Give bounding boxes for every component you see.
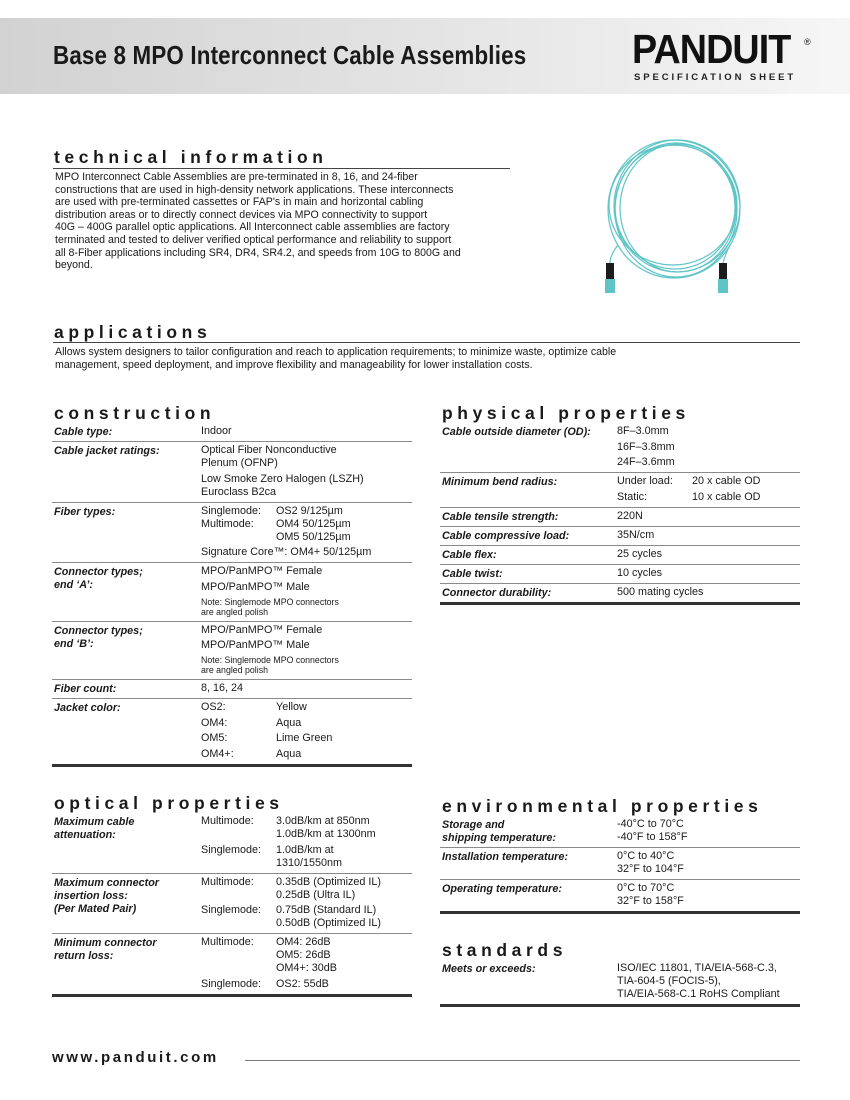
spec-values	[201, 425, 412, 438]
spec-label: Cable jacket ratings:	[54, 445, 160, 457]
spec-row	[440, 473, 800, 508]
spec-row	[440, 565, 800, 584]
paragraph-line: beyond.	[55, 259, 93, 272]
paragraph-line: terminated and tested to deliver verified optical performance and reliability to support	[55, 233, 452, 246]
spec-label: Cable tensile strength:	[442, 510, 559, 523]
spec-label: Minimum connector return loss:	[54, 937, 157, 962]
connector-housing	[605, 279, 615, 293]
spec-value: 32°F to 158°F	[617, 895, 684, 907]
spec-label: Meets or exceeds:	[442, 963, 536, 975]
spec-value-line	[617, 850, 800, 863]
spec-value-line	[201, 701, 412, 714]
spec-row	[52, 423, 412, 442]
spec-value-line	[617, 586, 800, 599]
spec-label: Connector types; end ‘A’:	[54, 566, 143, 591]
spec-value-line	[201, 732, 412, 745]
spec-label: Fiber types:	[54, 505, 116, 518]
spec-value-line	[201, 949, 412, 962]
spec-values	[617, 882, 800, 908]
product-image	[580, 135, 765, 315]
spec-label: Cable twist:	[442, 567, 503, 580]
spec-value: OM4: 26dB	[276, 936, 331, 948]
spec-sublabel: Multimode:	[201, 815, 254, 827]
spec-label: Installation temperature:	[442, 851, 568, 863]
spec-value: TIA-604-5 (FOCIS-5),	[617, 975, 721, 987]
spec-value: 20 x cable OD	[692, 475, 761, 487]
spec-sublabel: Multimode:	[201, 875, 254, 888]
spec-value: Yellow	[276, 701, 307, 713]
spec-value: 1.0dB/km at 1300nm	[276, 828, 376, 840]
spec-values	[617, 586, 800, 599]
spec-value: 24F–3.6mm	[617, 456, 675, 468]
spec-value-line	[201, 624, 412, 637]
spec-value-line	[617, 818, 800, 831]
spec-value-line	[201, 473, 412, 486]
environmental-properties-table	[440, 816, 800, 914]
spec-sublabel: OM4+:	[201, 747, 234, 760]
spec-value-line	[201, 505, 412, 518]
spec-value-line	[201, 717, 412, 730]
spec-value-line	[201, 748, 412, 761]
cable-tail	[610, 245, 618, 263]
spec-values	[201, 444, 412, 499]
spec-sublabel: Singlemode:	[201, 504, 262, 517]
spec-value-line	[201, 962, 412, 975]
section-rule	[53, 342, 800, 343]
spec-row	[52, 699, 412, 767]
spec-value: 3.0dB/km at 850nm	[276, 815, 370, 827]
spec-value: OS2: 55dB	[276, 977, 329, 990]
spec-row	[52, 442, 412, 503]
spec-values	[201, 565, 412, 618]
spec-value: 10 cycles	[617, 566, 663, 579]
connector-housing	[718, 279, 728, 293]
spec-value: 0°C to 70°C	[617, 882, 675, 894]
logo-wordmark: PANDUIT	[632, 26, 791, 72]
spec-value: OM5: 26dB	[276, 949, 331, 961]
spec-sublabel: Multimode:	[201, 936, 254, 948]
spec-value-line	[201, 978, 412, 991]
spec-label: Minimum bend radius:	[442, 476, 558, 488]
spec-value-line	[201, 815, 412, 828]
spec-value: Indoor	[201, 425, 232, 437]
spec-sublabel: OS2:	[201, 701, 226, 713]
paragraph-line: Allows system designers to tailor configuration and reach to application requirements; to minimize waste, optimize cable	[55, 346, 617, 358]
spec-row	[440, 584, 800, 605]
paragraph-line: 40G – 400G parallel optic applications. All Interconnect cable assemblies are factory	[55, 221, 450, 234]
spec-value: OM4+: 30dB	[276, 962, 337, 974]
spec-value: Lime Green	[276, 732, 333, 744]
spec-value: 220N	[617, 509, 643, 522]
spec-value-line	[201, 546, 412, 559]
spec-values	[617, 425, 800, 469]
spec-value-line	[617, 962, 800, 975]
spec-value: -40°F to 158°F	[617, 831, 688, 843]
spec-value: OM5 50/125µm	[276, 530, 351, 543]
spec-value: 0°C to 40°C	[617, 850, 675, 862]
spec-value: Euroclass B2ca	[201, 485, 277, 498]
spec-value: OM4 50/125µm	[276, 517, 351, 530]
spec-value-line	[201, 936, 412, 949]
standards-table	[440, 960, 800, 1007]
spec-value: 35N/cm	[617, 528, 655, 541]
spec-value: 0.35dB (Optimized IL)	[276, 875, 382, 888]
spec-value: OS2 9/125µm	[276, 504, 343, 517]
spec-value: -40°C to 70°C	[617, 818, 684, 830]
spec-row	[440, 848, 800, 880]
spec-row	[52, 934, 412, 997]
spec-values	[617, 850, 800, 876]
spec-label: Connector durability:	[442, 586, 552, 599]
spec-value: MPO/PanMPO™ Female	[201, 623, 323, 636]
spec-value-line	[617, 895, 800, 908]
spec-value: 10 x cable OD	[692, 490, 761, 503]
spec-value: Aqua	[276, 716, 302, 729]
spec-sublabel: Singlemode:	[201, 843, 262, 856]
spec-value: Aqua	[276, 747, 302, 760]
applications-text	[55, 346, 800, 371]
spec-value-line	[617, 988, 800, 1001]
spec-row	[440, 508, 800, 527]
cable-loop	[615, 145, 735, 269]
spec-sublabel: OM4:	[201, 716, 228, 729]
spec-value: Optical Fiber Nonconductive	[201, 444, 337, 456]
spec-value: 1310/1550nm	[276, 856, 343, 869]
spec-label: Maximum connector insertion loss: (Per Mated Pair)	[54, 876, 159, 915]
spec-value-line	[201, 876, 412, 889]
spec-value-line	[201, 904, 412, 917]
spec-value-line	[201, 486, 412, 499]
spec-value: MPO/PanMPO™ Male	[201, 639, 310, 651]
spec-value-line	[617, 475, 800, 488]
spec-value-line	[201, 857, 412, 870]
physical-properties-table	[440, 423, 800, 605]
spec-sublabel: Multimode:	[201, 517, 254, 530]
spec-row	[440, 423, 800, 473]
spec-label: Connector types; end ‘B’:	[54, 624, 143, 650]
spec-value-line	[617, 831, 800, 844]
spec-value: 32°F to 104°F	[617, 863, 684, 875]
paragraph-line: constructions that are used in high-density network applications. These interconnects	[55, 183, 454, 196]
footer-rule	[245, 1060, 800, 1061]
spec-value-line	[617, 882, 800, 895]
spec-values	[617, 567, 800, 580]
spec-value: Plenum (OFNP)	[201, 457, 278, 469]
spec-value-line	[201, 518, 412, 531]
spec-value-line	[201, 889, 412, 902]
spec-label: Cable flex:	[442, 548, 497, 561]
spec-values	[201, 876, 412, 931]
technical-information-heading: technical information	[54, 147, 328, 167]
footer-url-link[interactable]: www.panduit.com	[52, 1049, 219, 1066]
spec-value-line	[201, 531, 412, 544]
standards-heading: standards	[442, 940, 568, 960]
physical-properties-heading: physical properties	[442, 403, 690, 423]
spec-value-line	[617, 441, 800, 454]
spec-row	[440, 960, 800, 1007]
spec-value: 1.0dB/km at	[276, 843, 334, 856]
page-title: Base 8 MPO Interconnect Cable Assemblies	[53, 40, 527, 70]
spec-values	[617, 818, 800, 844]
spec-sublabel: Static:	[617, 490, 648, 503]
panduit-logo	[630, 27, 825, 85]
paragraph-line: are used with pre-terminated cassettes or FAP's in main and horizontal cabling	[55, 196, 424, 209]
spec-value-line	[201, 639, 412, 652]
spec-label: Maximum cable attenuation:	[54, 816, 135, 841]
spec-value-line	[617, 863, 800, 876]
spec-value-line	[617, 510, 800, 523]
spec-value: 0.75dB (Standard IL)	[276, 904, 377, 916]
spec-value: 8F–3.0mm	[617, 425, 669, 437]
spec-label: Cable type:	[54, 426, 113, 438]
spec-values	[201, 682, 412, 695]
spec-value-line	[201, 581, 412, 594]
spec-row	[440, 816, 800, 848]
spec-row	[52, 503, 412, 564]
spec-row	[52, 813, 412, 874]
spec-value-line	[201, 844, 412, 857]
spec-values	[617, 548, 800, 561]
spec-value-line	[201, 917, 412, 930]
spec-value-line	[617, 529, 800, 542]
spec-value-line	[201, 565, 412, 578]
spec-value: Low Smoke Zero Halogen (LSZH)	[201, 472, 364, 485]
spec-note: Note: Singlemode MPO connectors are angled polish	[201, 655, 339, 675]
spec-row	[52, 563, 412, 622]
spec-value-line	[201, 828, 412, 841]
spec-value-line	[617, 456, 800, 469]
paragraph-line: all 8-Fiber applications including SR4, DR4, SR4.2, and speeds from 10G to 800G and	[55, 246, 461, 259]
spec-values	[201, 701, 412, 761]
spec-row	[440, 546, 800, 565]
spec-row	[52, 874, 412, 935]
spec-sublabel: Singlemode:	[201, 977, 262, 990]
spec-value-line	[617, 567, 800, 580]
logo-subtitle: SPECIFICATION SHEET	[634, 72, 797, 83]
optical-properties-table	[52, 813, 412, 997]
spec-values	[617, 475, 800, 504]
spec-note: Note: Singlemode MPO connectors are angled polish	[201, 596, 339, 617]
optical-properties-heading: optical properties	[54, 793, 284, 813]
spec-label: Operating temperature:	[442, 883, 562, 895]
spec-value-line	[201, 425, 412, 438]
spec-value-line	[201, 457, 412, 470]
spec-value: 8, 16, 24	[201, 682, 244, 694]
section-rule	[53, 168, 510, 169]
spec-value-line	[617, 975, 800, 988]
connector-boot	[606, 263, 614, 279]
connector-boot	[719, 263, 727, 279]
paragraph-line: management, speed deployment, and improve flexibility and manageability for lower installation costs.	[55, 358, 533, 371]
spec-values	[617, 962, 800, 1001]
spec-values	[201, 505, 412, 560]
spec-value: 25 cycles	[617, 547, 663, 560]
spec-label: Fiber count:	[54, 683, 117, 695]
spec-value: 500 mating cycles	[617, 585, 704, 598]
spec-sublabel: Under load:	[617, 475, 673, 487]
spec-value: ISO/IEC 11801, TIA/EIA-568-C.3,	[617, 962, 777, 974]
spec-values	[201, 936, 412, 991]
spec-value-line	[617, 425, 800, 438]
spec-row	[52, 680, 412, 699]
spec-value: TIA/EIA-568-C.1 RoHS Compliant	[617, 988, 780, 1000]
spec-values	[617, 510, 800, 523]
spec-value-line	[201, 682, 412, 695]
spec-label: Storage and shipping temperature:	[442, 819, 556, 844]
paragraph-line: distribution areas or to directly connect devices via MPO connectivity to support	[55, 208, 428, 221]
spec-value: MPO/PanMPO™ Female	[201, 565, 323, 577]
spec-value-line	[201, 444, 412, 457]
spec-sublabel: Singlemode:	[201, 904, 262, 916]
construction-table	[52, 423, 412, 767]
spec-value: MPO/PanMPO™ Male	[201, 580, 310, 593]
applications-heading: applications	[54, 322, 212, 342]
spec-row	[440, 880, 800, 914]
paragraph-line: MPO Interconnect Cable Assemblies are pre-terminated in 8, 16, and 24-fiber	[55, 171, 418, 183]
spec-values	[201, 815, 412, 870]
logo-registered-mark: ®	[804, 37, 811, 47]
spec-value: 0.50dB (Optimized IL)	[276, 917, 382, 929]
spec-value: Signature Core™: OM4+ 50/125µm	[201, 546, 372, 558]
spec-label: Jacket color:	[54, 702, 121, 714]
spec-row	[52, 622, 412, 681]
environmental-properties-heading: environmental properties	[442, 796, 763, 816]
spec-label: Cable compressive load:	[442, 529, 570, 542]
spec-value: 16F–3.8mm	[617, 440, 675, 453]
construction-heading: construction	[54, 403, 216, 423]
cable-loop	[608, 140, 740, 278]
spec-value: 0.25dB (Ultra IL)	[276, 888, 356, 901]
spec-values	[617, 529, 800, 542]
spec-values	[201, 624, 412, 677]
spec-value-line	[617, 491, 800, 504]
spec-sublabel: OM5:	[201, 732, 228, 744]
fiber-cable-assembly-icon	[580, 135, 765, 315]
spec-label: Cable outside diameter (OD):	[442, 426, 591, 438]
spec-row	[440, 527, 800, 546]
spec-value-line	[617, 548, 800, 561]
technical-information-text	[55, 171, 515, 272]
